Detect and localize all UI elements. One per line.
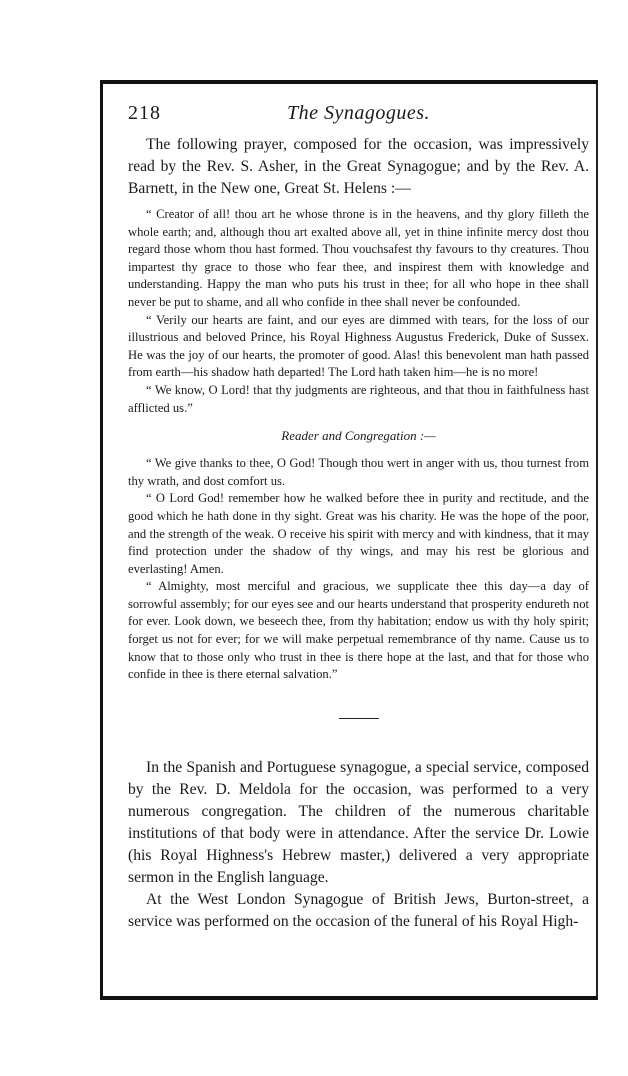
intro-paragraph: The following prayer, composed for the occasion, was impressively read by the Rev. S. Asher, in the Great Synagogue; and by the Rev. A. Barnett, in the New one, Great St. Helens :— bbox=[128, 136, 589, 197]
response-paragraph: “ O Lord God! remember how he walked before thee in purity and rectitude, and the good which he hath done in thy sight. Great was his charity. He was the hope of the poor, and the strength of the weak. O receive his spirit with mercy and with kindness, that it may find protection under the shadow of thy wings, and may his rest be glorious and everlasting! Amen. bbox=[128, 491, 589, 576]
book-page bbox=[128, 102, 589, 933]
response-heading: Reader and Congregation :— bbox=[281, 428, 436, 444]
response-paragraph: “ We give thanks to thee, O God! Though thou wert in anger with us, thou turnest from thy wrath, and dost comfort us. bbox=[128, 456, 589, 488]
section-divider bbox=[339, 718, 379, 719]
body-paragraph: In the Spanish and Portuguese synagogue, a special service, composed by the Rev. D. Meldola for the occasion, was performed to a very numerous congregation. The children of the numerous charitable institutions of that body were in attendance. After the service Dr. Lowie (his Royal Highness's Hebrew master,) delivered a very appropriate sermon in the English language. bbox=[128, 758, 589, 886]
body-paragraph: At the West London Synagogue of British Jews, Burton-street, a service was performed on the occasion of the funeral of his Royal High- bbox=[128, 890, 589, 930]
response-paragraph: “ Almighty, most merciful and gracious, we supplicate thee this day—a day of sorrowful assembly; for our eyes see and our hearts understand that prosperity endureth not for ever. Look down, we beseech thee, from thy habitation; endow us with thy holy spirit; forget us not for ever; for we will make perpetual remembrance of thy name. Cause us to know that to those only who trust in thee is there hope at the last, and that for those who confide in thee is there eternal salvation.” bbox=[128, 579, 589, 682]
page-number: 218 bbox=[128, 102, 161, 124]
page-header bbox=[128, 102, 589, 128]
running-head: The Synagogues. bbox=[286, 102, 431, 124]
prayer-paragraph: “ Verily our hearts are faint, and our eyes are dimmed with tears, for the loss of our illustrious and beloved Prince, his Royal Highness Augustus Frederick, Duke of Sussex. He was the joy of our hearts, the promoter of good. Alas! this benevolent man hath passed from earth—his shadow hath departed! The Lord hath taken him—he is no more! bbox=[128, 312, 589, 380]
prayer-paragraph: “ We know, O Lord! that thy judgments are righteous, and that thou in faithfulness hast afflicted us.” bbox=[128, 382, 589, 415]
response-block bbox=[128, 455, 589, 684]
prayer-paragraph: “ Creator of all! thou art he whose throne is in the heavens, and thy glory filleth the whole earth; and, although thou art exalted above all, yet in thine infinite mercy dost thou regard those whom thou hast formed. Thou vouchsafest thy favours to thy creatures. Thou impartest thy grace to those who fear thee, and inspirest them with knowledge and understanding. Happy the man who puts his trust in thee; for all who hope in thee shall never be put to shame, and all who confide in thee shall never be confounded. bbox=[128, 207, 589, 309]
prayer-block bbox=[128, 206, 589, 417]
